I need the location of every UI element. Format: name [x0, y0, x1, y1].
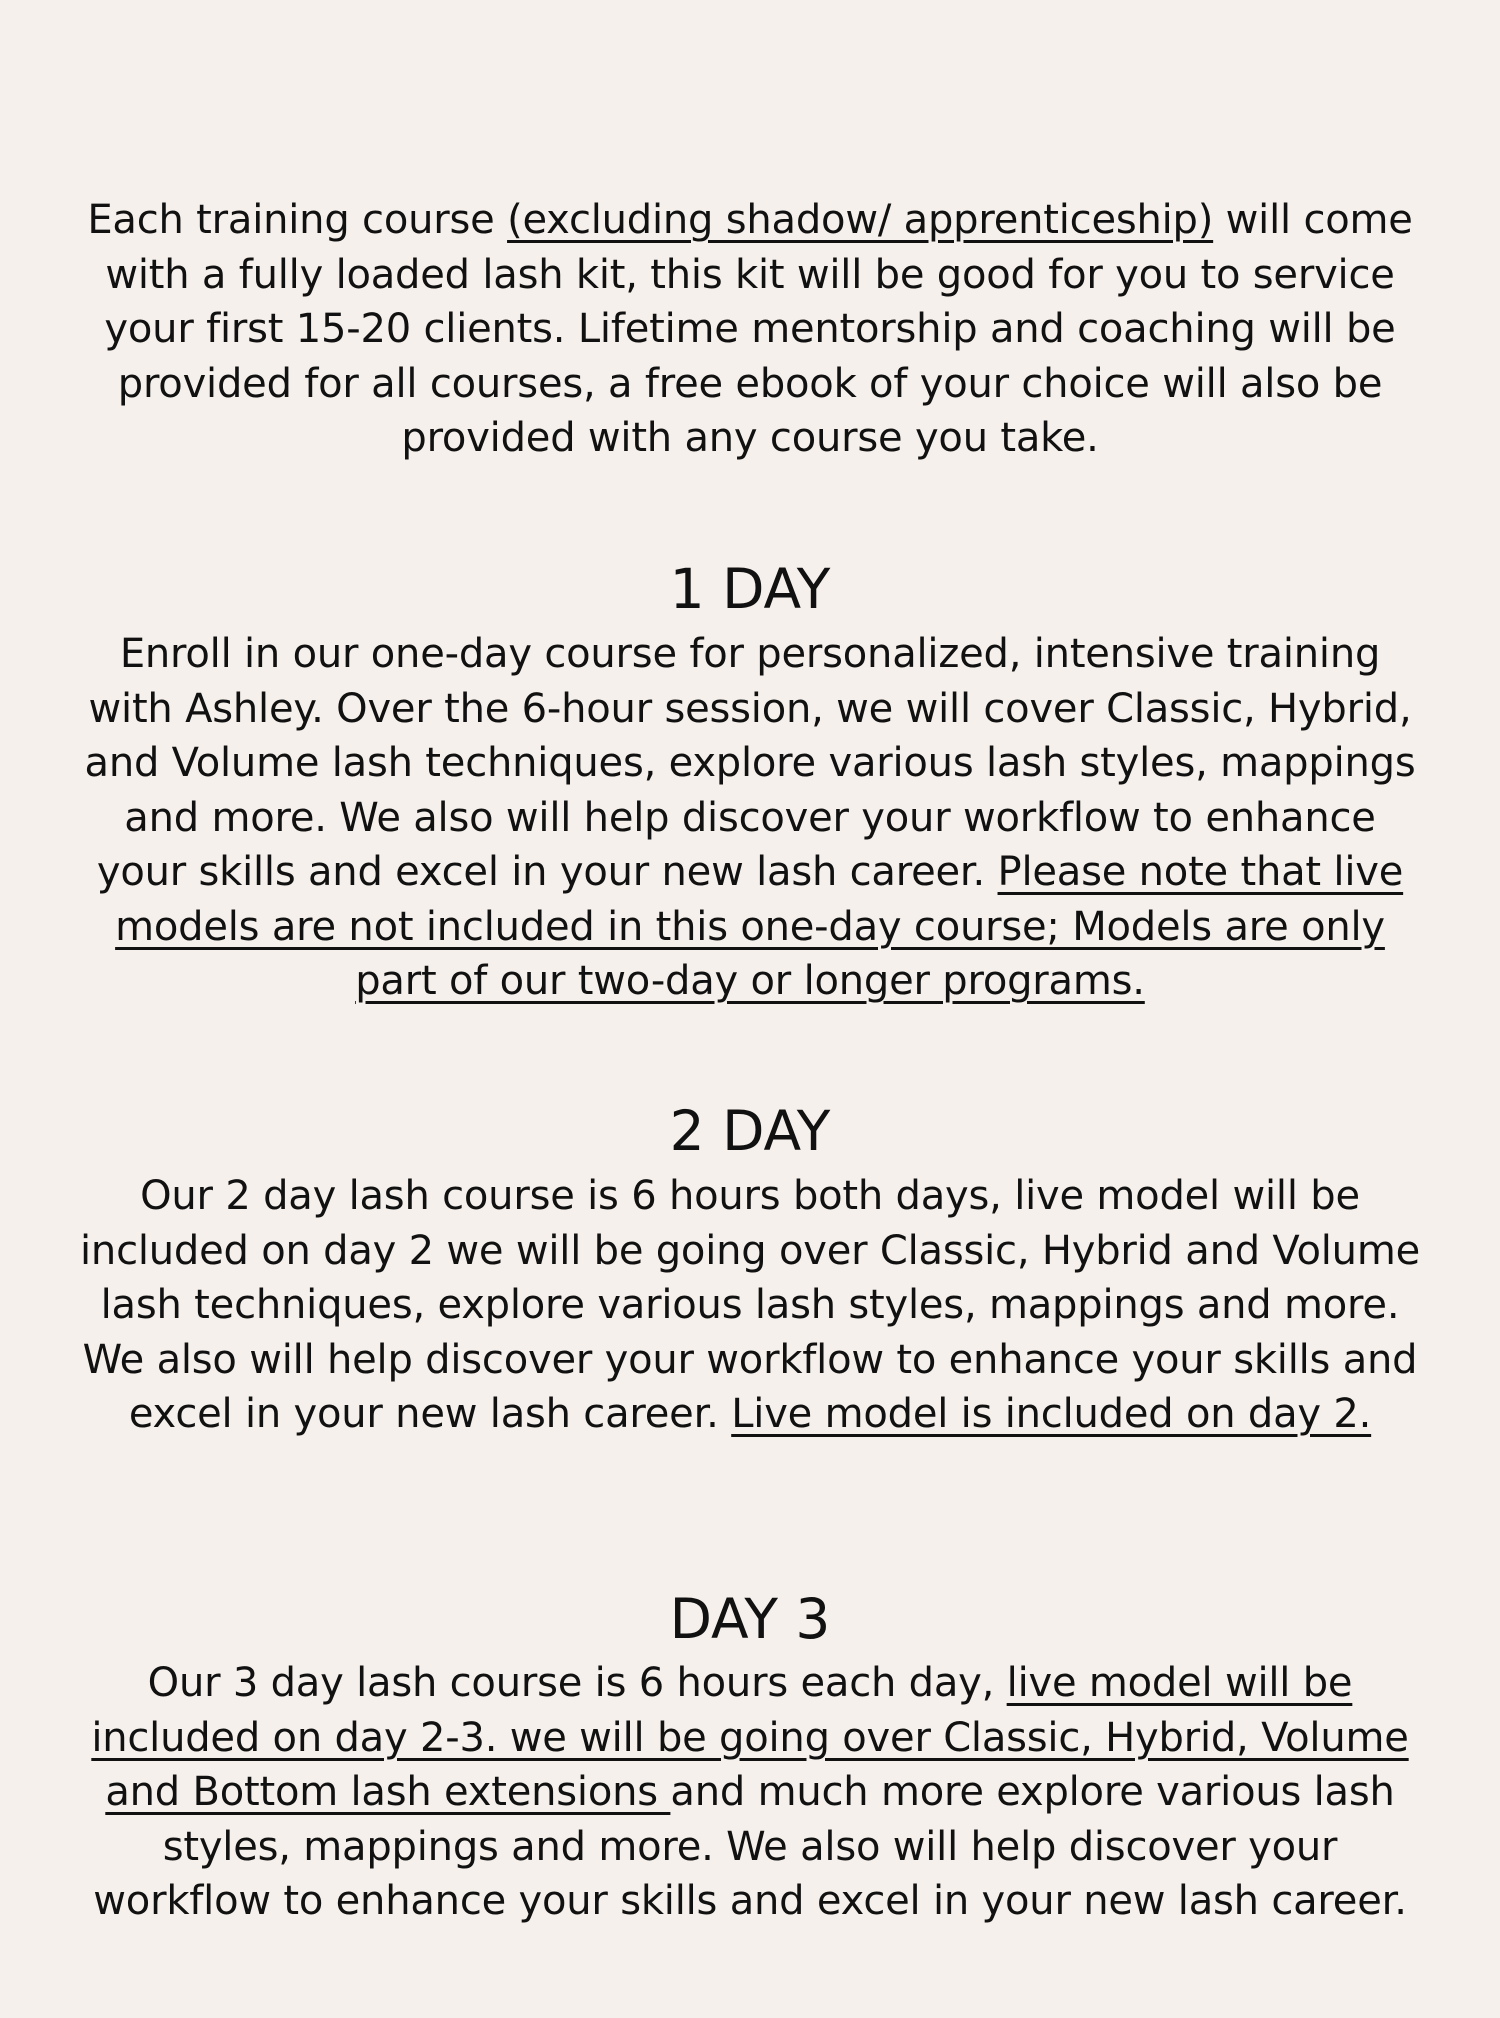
intro-exclusion-note: (excluding shadow/ apprenticeship) [507, 197, 1214, 243]
intro-paragraph [80, 193, 1420, 466]
intro-text-end: will come with a fully loaded lash kit, this kit will be good for you to service your first 15-20 clients. Lifetime mentorship and coaching will be provided for all courses, a free ebook of your choice will also be provided with any course you take. [104, 197, 1413, 461]
section-body-day-3 [80, 1656, 1420, 1929]
section-title-2-day: 2 DAY [669, 1099, 831, 1163]
section-2-day-note: Live model is included on day 2. [731, 1391, 1372, 1437]
section-title-day-3: DAY 3 [669, 1587, 831, 1651]
section-body-2-day [80, 1169, 1420, 1442]
section-day-3-note: live model will be included on day 2-3. we will be going over Classic, Hybrid, Volume and Bottom lash extensions [91, 1660, 1409, 1815]
section-1-day-note: Please note that live models are not included in this one-day course; Models are only part of our two-day or longer programs. [115, 849, 1404, 1004]
intro-text-start: Each training course [87, 197, 508, 243]
section-1-day-text: Enroll in our one-day course for personalized, intensive training with Ashley. Over the 6-hour session, we will cover Classic, Hybrid, and Volume lash techniques, explore various lash styles, mappings and more. We also will help discover your workflow to enhance your skills and excel in your new lash career. [84, 631, 1416, 895]
section-day-3-text-end: and much more explore various lash styles, mappings and more. We also will help discover your workflow to enhance your skills and excel in your new lash career. [93, 1769, 1407, 1924]
section-day-3-text-start: Our 3 day lash course is 6 hours each day, [147, 1660, 1007, 1706]
section-2-day-text: Our 2 day lash course is 6 hours both days, live model will be included on day 2 we will be going over Classic, Hybrid and Volume lash techniques, explore various lash styles, mappings and more. We also will help discover your workflow to enhance your skills and excel in your new lash career. [80, 1173, 1421, 1437]
section-body-1-day [80, 627, 1420, 1009]
section-title-1-day: 1 DAY [669, 557, 831, 621]
